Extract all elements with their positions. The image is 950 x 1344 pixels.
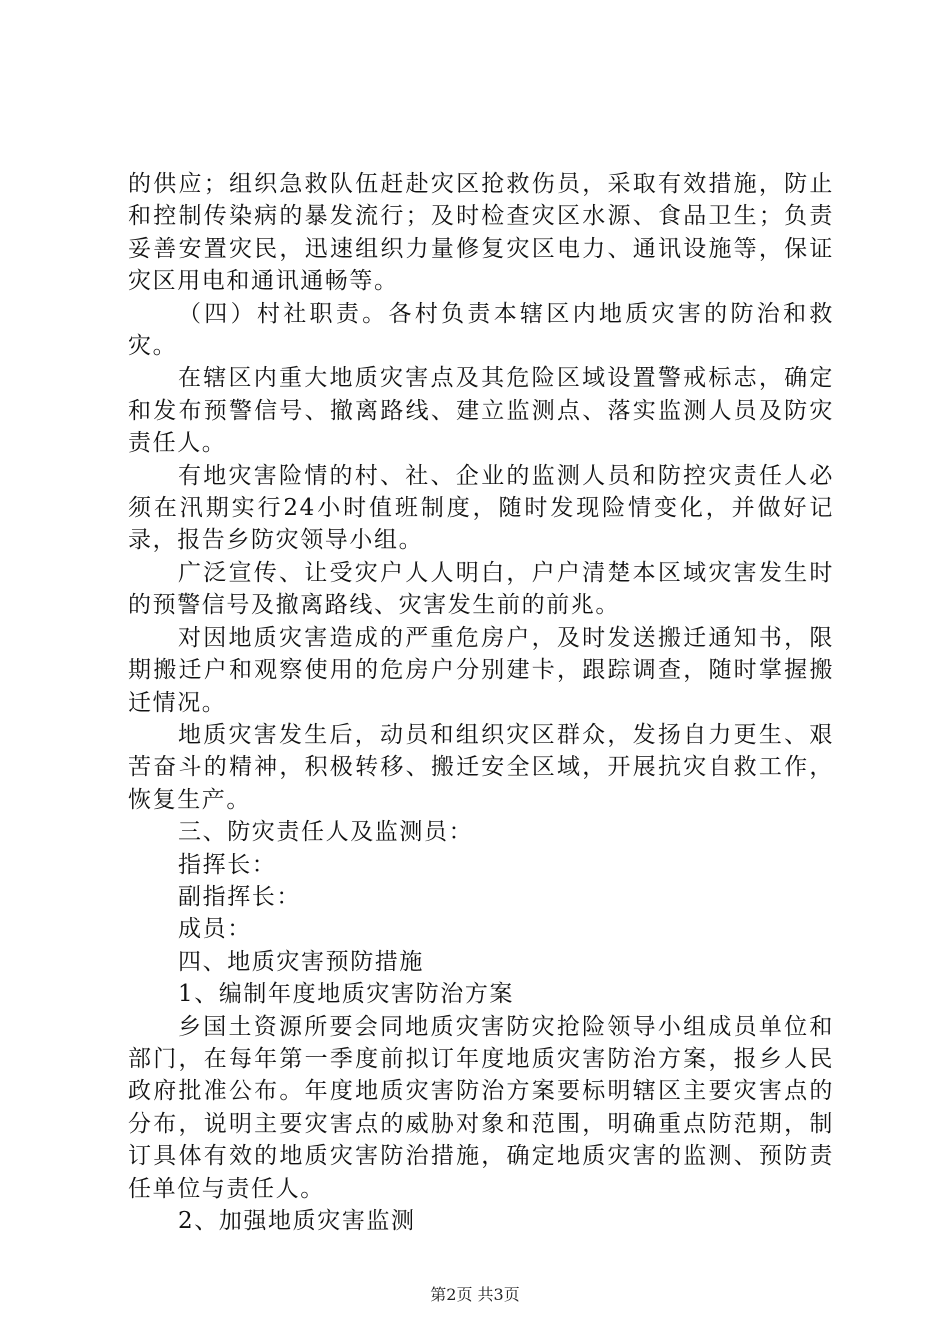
document-body (128, 168, 834, 1237)
section-heading-3: 三、防灾责任人及监测员： (178, 819, 474, 846)
paragraph-1: 的供应；组织急救队伍赶赴灾区抢救伤员，采取有效措施，防止和控制传染病的暴发流行；及时检查灾区水源、食品卫生；负责妥善安置灾民，迅速组织力量修复灾区电力、通讯设施等，保证灾区用电和通讯通畅等。 (128, 171, 834, 295)
page-footer: 第2页 共3页 (430, 1285, 520, 1304)
paragraph-2: （四）村社职责。各村负责本辖区内地质灾害的防治和救灾。 (128, 300, 834, 360)
deputy-commander-line: 副指挥长： (178, 883, 301, 910)
paragraph-8: 乡国土资源所要会同地质灾害防灾抢险领导小组成员单位和部门，在每年第一季度前拟订年度地质灾害防治方案，报乡人民政府批准公布。年度地质灾害防治方案要标明辖区主要灾害点的分布，说明主要灾害点的威胁对象和范围，明确重点防范期，制订具体有效的地质灾害防治措施，确定地质灾害的监测、预防责任单位与责任人。 (128, 1013, 834, 1202)
subheading-1: 1、编制年度地质灾害防治方案 (178, 981, 515, 1008)
commander-line: 指挥长： (178, 851, 277, 878)
members-line: 成员： (178, 916, 252, 943)
paragraph-7: 地质灾害发生后，动员和组织灾区群众，发扬自力更生、艰苦奋斗的精神，积极转移、搬迁安全区域，开展抗灾自救工作，恢复生产。 (128, 721, 834, 813)
section-heading-4: 四、地质灾害预防措施 (178, 948, 424, 975)
paragraph-6: 对因地质灾害造成的严重危房户，及时发送搬迁通知书，限期搬迁户和观察使用的危房户分别建卡，跟踪调查，随时掌握搬迁情况。 (128, 624, 834, 716)
paragraph-4: 有地灾害险情的村、社、企业的监测人员和防控灾责任人必须在汛期实行24小时值班制度，随时发现险情变化，并做好记录，报告乡防灾领导小组。 (128, 462, 834, 554)
paragraph-3: 在辖区内重大地质灾害点及其危险区域设置警戒标志，确定和发布预警信号、撤离路线、建立监测点、落实监测人员及防灾责任人。 (128, 365, 834, 457)
subheading-2: 2、加强地质灾害监测 (178, 1208, 416, 1234)
paragraph-5: 广泛宣传、让受灾户人人明白，户户清楚本区域灾害发生时的预警信号及撤离路线、灾害发生前的前兆。 (128, 559, 834, 619)
